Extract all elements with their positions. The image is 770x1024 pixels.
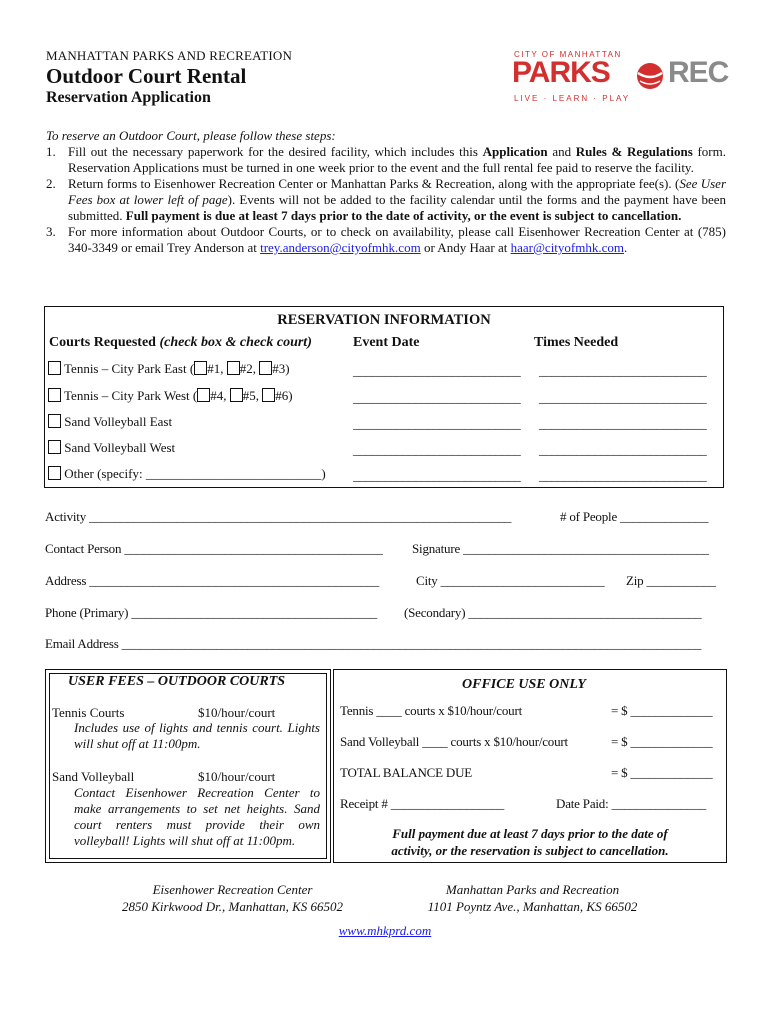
court-label: Sand Volleyball West (64, 440, 176, 455)
email-link-trey[interactable]: trey.anderson@cityofmhk.com (260, 240, 421, 255)
office-payment-note: Full payment due at least 7 days prior to the date of activity, or the reservation is subject to cancellation. (391, 826, 669, 858)
court-number: #6) (275, 388, 293, 403)
step-emphasis: Application (482, 144, 548, 159)
instruction-step-2 (46, 176, 726, 224)
office-tennis-line[interactable]: Tennis ____ courts x $10/hour/court (340, 703, 523, 718)
office-volleyball-line[interactable]: Sand Volleyball ____ courts x $10/hour/court (340, 734, 568, 749)
signature-field[interactable]: Signature _______________________________________ (412, 541, 709, 556)
court-number: #2, (239, 361, 260, 376)
times-needed-field[interactable]: ___________________________ (539, 363, 707, 378)
instructions-intro: To reserve an Outdoor Court, please follow these steps: (46, 128, 336, 143)
instruction-steps (46, 144, 726, 256)
office-use-title: OFFICE USE ONLY (462, 677, 586, 692)
phone-secondary-field[interactable]: (Secondary) _____________________________________ (404, 605, 702, 620)
event-date-field[interactable]: ___________________________ (353, 363, 521, 378)
step-text: and (547, 144, 576, 159)
eisenhower-name: Eisenhower Recreation Center (152, 882, 313, 897)
parks-rec-name: Manhattan Parks and Recreation (445, 882, 620, 897)
volleyball-fee-label: Sand Volleyball (52, 769, 135, 784)
courts-header-note: (check box & check court) (159, 335, 312, 350)
volleyball-fee-description: Contact Eisenhower Recreation Center to make arrangements to set net heights. Sand court renters must provide their own volleyball! Lights will shut off at 11:00pm. (74, 785, 320, 848)
court-number: #1, (207, 361, 227, 376)
event-date-field[interactable]: ___________________________ (353, 442, 521, 457)
checkbox-volleyball-east[interactable] (48, 414, 61, 428)
page-subtitle: Reservation Application (46, 89, 211, 106)
step-text: Return forms to Eisenhower Recreation Center or Manhattan Parks & Recreation, along with the appropriate fee(s). ( (68, 176, 680, 191)
step-text: or Andy Haar at (420, 240, 511, 255)
phone-primary-field[interactable]: Phone (Primary) _______________________________________ (45, 605, 378, 620)
number-of-people-field[interactable]: # of People ______________ (560, 509, 709, 524)
zip-field[interactable]: Zip ___________ (626, 573, 716, 588)
website-link[interactable]: www.mhkprd.com (338, 923, 432, 938)
checkbox-tennis-east[interactable] (48, 361, 61, 375)
logo-city-text: CITY OF MANHATTAN (514, 50, 622, 59)
tennis-fee-description: Includes use of lights and tennis court. Lights will shut off at 11:00pm. (74, 720, 320, 751)
page-title: Outdoor Court Rental (46, 64, 247, 88)
activity-field[interactable]: Activity ___________________________________________________________________ (45, 509, 512, 524)
checkbox-volleyball-west[interactable] (48, 440, 61, 454)
checkbox-court-2[interactable] (227, 361, 240, 375)
times-needed-field[interactable]: ___________________________ (539, 468, 707, 483)
court-row-volleyball-west (48, 440, 175, 456)
website-wrapper (235, 922, 535, 939)
logo-tagline: LIVE · LEARN · PLAY (514, 94, 631, 103)
step-italic: See User Fees box at lower left of page (68, 176, 727, 207)
date-paid-field[interactable]: Date Paid: _______________ (556, 796, 707, 811)
checkbox-court-4[interactable] (197, 388, 210, 402)
total-balance-label: TOTAL BALANCE DUE (340, 765, 473, 780)
court-row-tennis-west (48, 388, 293, 404)
court-label: Tennis – City Park East ( (64, 361, 195, 376)
user-fees-title: USER FEES – OUTDOOR COURTS (68, 674, 286, 689)
logo-ball-icon (635, 61, 665, 91)
total-balance-amount[interactable]: = $ _____________ (611, 765, 713, 780)
parks-rec-street: 1101 Poyntz Ave., Manhattan, KS 66502 (427, 899, 638, 914)
step-emphasis: Full payment is due at least 7 days prior to the date of activity, or the event is subject to cancellation. (125, 208, 682, 223)
times-needed-header: Times Needed (534, 335, 619, 350)
organization-name: MANHATTAN PARKS AND RECREATION (46, 48, 293, 63)
times-needed-field[interactable]: ___________________________ (539, 442, 707, 457)
eisenhower-address (85, 881, 380, 915)
user-fees-box (45, 669, 331, 863)
checkbox-court-6[interactable] (262, 388, 275, 402)
step-number: 1. (46, 144, 56, 159)
courts-header-label: Courts Requested (49, 335, 156, 350)
step-emphasis: Rules & Regulations (575, 144, 693, 159)
city-field[interactable]: City __________________________ (416, 573, 605, 588)
event-date-header: Event Date (353, 335, 420, 350)
office-tennis-amount[interactable]: = $ _____________ (611, 703, 713, 718)
court-label[interactable]: Other (specify: ___________________________) (64, 466, 326, 481)
checkbox-court-3[interactable] (259, 361, 272, 375)
checkbox-other[interactable] (48, 466, 61, 480)
address-field[interactable]: Address ______________________________________________ (45, 573, 380, 588)
court-label: Tennis – City Park West ( (64, 388, 198, 403)
reservation-information-box (44, 306, 724, 488)
reservation-title: RESERVATION INFORMATION (277, 312, 491, 328)
parks-rec-logo (510, 50, 728, 108)
times-needed-field[interactable]: ___________________________ (539, 390, 707, 405)
court-row-tennis-east (48, 361, 290, 377)
email-link-haar[interactable]: haar@cityofmhk.com (510, 240, 624, 255)
step-number: 3. (46, 224, 56, 239)
step-text: For more information about Outdoor Courts, or to check on availability, please call Eisenhower Recreation Center at (785) 340-3349 or email Trey Anderson at (68, 224, 726, 255)
instruction-step-3 (46, 224, 726, 256)
eisenhower-street: 2850 Kirkwood Dr., Manhattan, KS 66502 (121, 899, 343, 914)
event-date-field[interactable]: ___________________________ (353, 390, 521, 405)
court-number: #3) (272, 361, 290, 376)
instruction-step-1 (46, 144, 726, 176)
court-row-other (48, 466, 326, 482)
step-text: form. Reservation Applications must be turned in one week prior to the event and the full rental fee paid to reserve the facility. (68, 144, 726, 175)
volleyball-fee-price: $10/hour/court (198, 769, 276, 784)
times-needed-field[interactable]: ___________________________ (539, 416, 707, 431)
logo-parks-text: PARKS (512, 56, 610, 89)
logo-rec-text: REC (668, 56, 729, 89)
court-row-volleyball-east (48, 414, 172, 430)
event-date-field[interactable]: ___________________________ (353, 416, 521, 431)
checkbox-court-1[interactable] (194, 361, 207, 375)
checkbox-court-5[interactable] (230, 388, 243, 402)
receipt-number-field[interactable]: Receipt # __________________ (340, 796, 505, 811)
office-use-box (333, 669, 727, 863)
step-text: . (624, 240, 628, 255)
court-number: #4, (210, 388, 230, 403)
contact-person-field[interactable]: Contact Person _________________________________________ (45, 541, 383, 556)
parks-rec-address (385, 881, 680, 915)
step-text: ). Events will not be added to the facility calendar until the forms and the payment have been submitted. (68, 192, 726, 223)
event-date-field[interactable]: ___________________________ (353, 468, 521, 483)
courts-requested-header (49, 335, 312, 351)
step-number: 2. (46, 176, 56, 191)
tennis-fee-price: $10/hour/court (198, 705, 276, 720)
office-volleyball-amount[interactable]: = $ _____________ (611, 734, 713, 749)
court-number: #5, (242, 388, 263, 403)
court-label: Sand Volleyball East (64, 414, 173, 429)
tennis-fee-label: Tennis Courts (52, 705, 125, 720)
checkbox-tennis-west[interactable] (48, 388, 61, 402)
email-address-field[interactable]: Email Address ____________________________________________________________________________________________ (45, 636, 702, 651)
step-text: Fill out the necessary paperwork for the desired facility, which includes this (68, 144, 483, 159)
